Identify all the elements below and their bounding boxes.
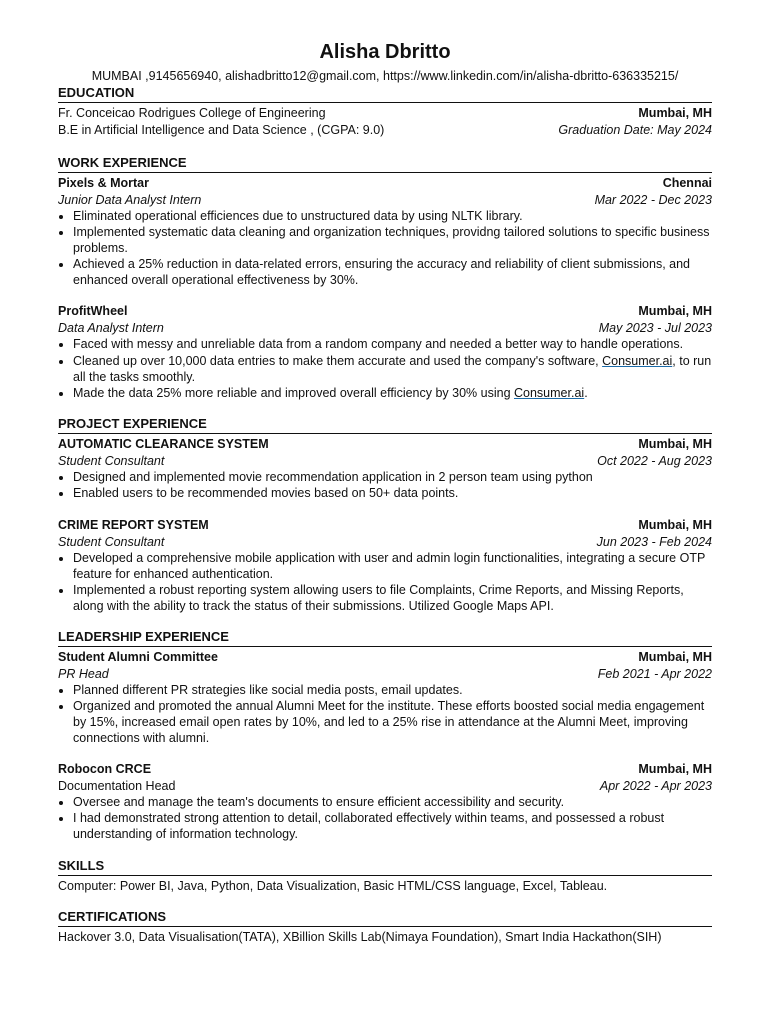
- job-role: Junior Data Analyst Intern: [58, 193, 202, 207]
- project-bullets: [58, 551, 712, 615]
- section-title-projects: PROJECT EXPERIENCE: [58, 416, 712, 434]
- leadership-subheader: [58, 666, 712, 683]
- leadership-role: Documentation Head: [58, 779, 176, 794]
- leadership-subheader: [58, 778, 712, 795]
- section-title-certifications: CERTIFICATIONS: [58, 909, 712, 927]
- project-header: [58, 436, 712, 453]
- candidate-name: Alisha Dbritto: [319, 41, 451, 63]
- education-row-1: [58, 105, 712, 122]
- job-bullets: [58, 209, 712, 289]
- bullet-text: Cleaned up over 10,000 data entries to make them accurate and used the company's software,: [73, 353, 603, 368]
- leadership-org: Robocon CRCE: [58, 762, 152, 777]
- project-name: AUTOMATIC CLEARANCE SYSTEM: [58, 437, 269, 452]
- bullet-item: [73, 386, 712, 402]
- bullet-item: • Oversee and manage the team's documents to ensure efficient accessibility and security.: [73, 795, 712, 811]
- contact-line: MUMBAI ,9145656940, alishadbritto12@gmail.com, https://www.linkedin.com/in/alisha-dbritto-636335215/: [91, 69, 679, 83]
- job-dates: May 2023 - Jul 2023: [598, 321, 712, 336]
- school-name: Fr. Conceicao Rodrigues College of Engineering: [58, 106, 326, 120]
- bullet-item: • Achieved a 25% reduction in data-related errors, ensuring the accuracy and reliability of client submissions, and enhanced overall operational effectiveness by 30%.: [73, 257, 712, 289]
- job-role: Data Analyst Intern: [58, 321, 164, 336]
- resume-page: [58, 38, 712, 946]
- leadership-location: Mumbai, MH: [638, 762, 712, 777]
- bullet-item: • Organized and promoted the annual Alumni Meet for the institute. These efforts boosted social media engagement by 15%, increased email open rates by 10%, and led to a 25% rise in attendance at the Alumni Meet, improving connections with alumni.: [73, 699, 712, 746]
- project-subheader: [58, 534, 712, 551]
- project-header: [58, 517, 712, 534]
- leadership-bullets: [58, 683, 712, 747]
- section-title-skills: SKILLS: [58, 858, 712, 876]
- leadership-header: [58, 761, 712, 778]
- skills-text: Computer: Power BI, Java, Python, Data Visualization, Basic HTML/CSS language, Excel, Tableau.: [58, 878, 608, 893]
- job-dates: Mar 2022 - Dec 2023: [594, 193, 712, 207]
- section-title-work: WORK EXPERIENCE: [58, 155, 712, 173]
- job-header: [58, 175, 712, 192]
- graduation-date: Graduation Date: May 2024: [558, 123, 712, 137]
- bullet-item: • Designed and implemented movie recommendation application in 2 person team using python: [73, 470, 712, 486]
- leadership-role: PR Head: [58, 666, 109, 681]
- consumer-ai-link[interactable]: Consumer.ai: [602, 353, 673, 368]
- leadership-dates: Feb 2021 - Apr 2022: [597, 666, 712, 681]
- project-subheader: [58, 453, 712, 470]
- leadership-header: [58, 649, 712, 666]
- bullet-item: • Implemented a robust reporting system allowing users to file Complaints, Crime Reports, and Missing Reports, along with the ability to track the status of their submissions. Utilized Google Maps API.: [73, 583, 712, 615]
- job-org: ProfitWheel: [58, 304, 128, 319]
- job-location: Chennai: [662, 176, 712, 190]
- bullet-item: [73, 354, 712, 386]
- bullet-text: , to run all the tasks smoothly.: [73, 353, 712, 384]
- section-title-leadership: LEADERSHIP EXPERIENCE: [58, 629, 712, 647]
- bullet-item: • Faced with messy and unreliable data from a random company and needed a better way to handle operations.: [73, 337, 712, 353]
- project-bullets: [58, 470, 712, 502]
- project-role: Student Consultant: [58, 454, 165, 469]
- certifications-text: Hackover 3.0, Data Visualisation(TATA), XBillion Skills Lab(Nimaya Foundation), Smart India Hackathon(SIH): [58, 929, 662, 944]
- consumer-ai-link[interactable]: Consumer.ai: [514, 385, 585, 400]
- leadership-org: Student Alumni Committee: [58, 649, 218, 664]
- job-subheader: [58, 192, 712, 209]
- bullet-item: • Eliminated operational efficiences due to unstructured data by using NLTK library.: [73, 209, 712, 225]
- bullet-item: • Implemented systematic data cleaning and organization techniques, providng tailored solutions to specific business problems.: [73, 225, 712, 257]
- project-location: Mumbai, MH: [638, 517, 712, 532]
- job-bullets: [58, 337, 712, 401]
- bullet-text: Made the data 25% more reliable and improved overall efficiency by 30% using: [73, 385, 514, 400]
- section-title-education: EDUCATION: [58, 85, 712, 103]
- school-location: Mumbai, MH: [638, 106, 712, 120]
- job-subheader: [58, 320, 712, 337]
- education-row-2: [58, 122, 712, 139]
- project-dates: Jun 2023 - Feb 2024: [596, 534, 712, 549]
- project-name: CRIME REPORT SYSTEM: [58, 517, 209, 532]
- bullet-item: • Enabled users to be recommended movies based on 50+ data points.: [73, 486, 712, 502]
- leadership-dates: Apr 2022 - Apr 2023: [599, 779, 712, 794]
- project-role: Student Consultant: [58, 534, 165, 549]
- project-dates: Oct 2022 - Aug 2023: [597, 454, 712, 469]
- leadership-bullets: [58, 795, 712, 843]
- job-header: [58, 303, 712, 320]
- bullet-item: • Planned different PR strategies like social media posts, email updates.: [73, 683, 712, 699]
- bullet-item: • I had demonstrated strong attention to detail, collaborated effectively within teams, and possessed a robust understanding of information technology.: [73, 811, 712, 843]
- job-org: Pixels & Mortar: [58, 176, 150, 190]
- leadership-location: Mumbai, MH: [638, 649, 712, 664]
- project-location: Mumbai, MH: [638, 437, 712, 452]
- bullet-text: .: [584, 385, 588, 400]
- job-location: Mumbai, MH: [638, 304, 712, 319]
- bullet-item: • Developed a comprehensive mobile application with user and admin login functionalities, integrating a secure OTP feature for enhanced authentication.: [73, 551, 712, 583]
- degree: B.E in Artificial Intelligence and Data Science , (CGPA: 9.0): [58, 123, 385, 137]
